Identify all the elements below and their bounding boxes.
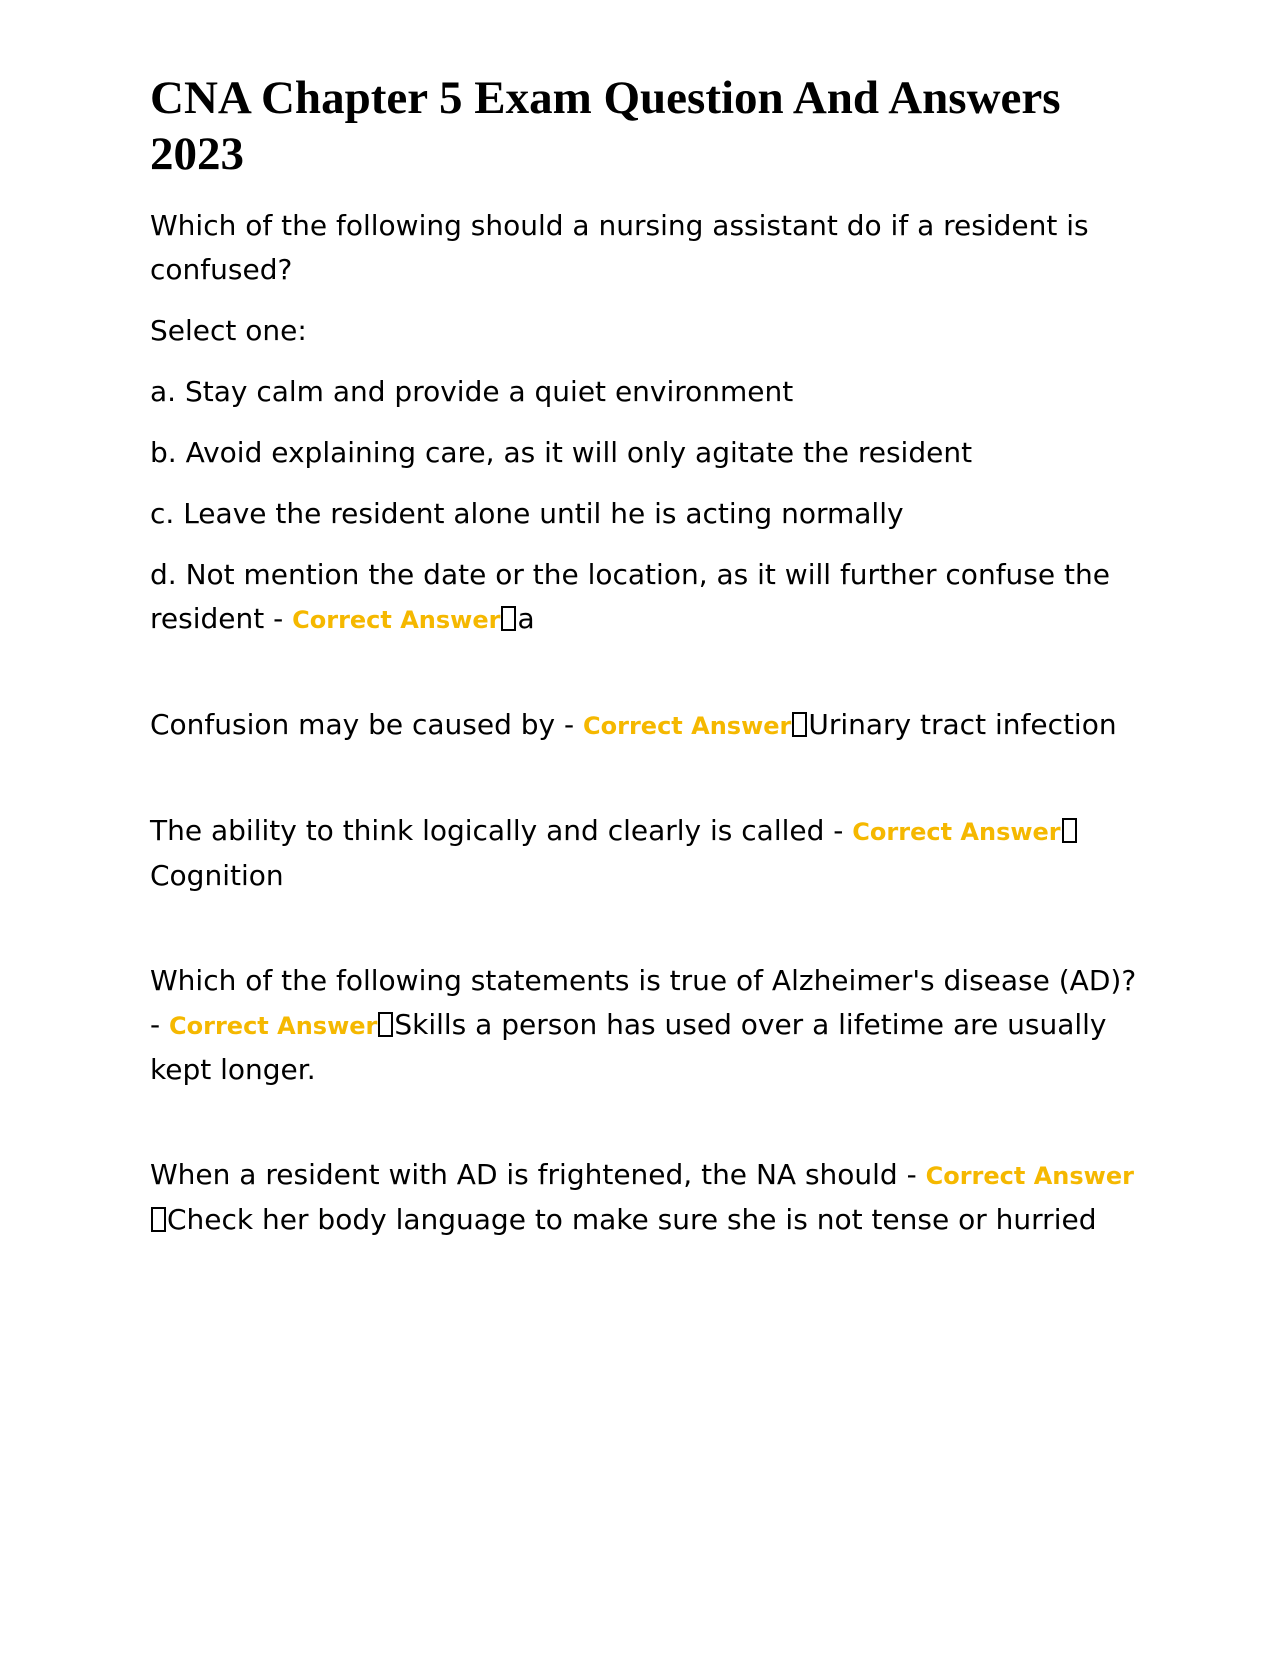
- blank-line: [150, 1109, 1140, 1153]
- q1-option-b: b. Avoid explaining care, as it will only agitate the resident: [150, 436, 973, 469]
- q5-question: When a resident with AD is frightened, the NA should -: [150, 1158, 926, 1191]
- q3-answer: Cognition: [150, 859, 284, 892]
- q4-block: [150, 959, 1140, 1092]
- missing-glyph-icon: [792, 712, 807, 737]
- q1-option-a: a. Stay calm and provide a quiet environment: [150, 375, 794, 408]
- q2-answer: Urinary tract infection: [808, 708, 1117, 741]
- correct-answer-label: Correct Answer: [169, 1012, 378, 1040]
- missing-glyph-icon: [378, 1012, 393, 1037]
- q5-answer: Check her body language to make sure she is not tense or hurried: [167, 1203, 1097, 1236]
- blank-line: [150, 915, 1140, 959]
- document-page: [150, 70, 1140, 1259]
- q1-question: Which of the following should a nursing assistant do if a resident is confused?: [150, 209, 1089, 286]
- blank-line: [150, 659, 1140, 703]
- q1-instruction: Select one:: [150, 314, 307, 347]
- q4-answer: Skills a person has used over a lifetime are usually kept longer.: [150, 1008, 1107, 1086]
- blank-line: [150, 765, 1140, 809]
- correct-answer-label: Correct Answer: [292, 606, 501, 634]
- q3-question: The ability to think logically and clearly is called -: [150, 814, 853, 847]
- correct-answer-label: Correct Answer: [852, 818, 1061, 846]
- q1-option-c: c. Leave the resident alone until he is acting normally: [150, 497, 904, 530]
- correct-answer-label: Correct Answer: [925, 1162, 1134, 1190]
- q1-option-d: d. Not mention the date or the location, as it will further confuse the resident -: [150, 558, 1110, 635]
- q1-answer: a: [517, 602, 535, 635]
- q1-option-d-with-answer: [150, 553, 1140, 642]
- missing-glyph-icon: [501, 606, 516, 631]
- q2-question: Confusion may be caused by -: [150, 708, 584, 741]
- q5-block: [150, 1153, 1140, 1242]
- document-title: CNA Chapter 5 Exam Question And Answers 2023: [150, 72, 1061, 180]
- missing-glyph-icon: [151, 1207, 166, 1232]
- q2-block: [150, 703, 1140, 748]
- correct-answer-label: Correct Answer: [583, 712, 792, 740]
- missing-glyph-icon: [1062, 818, 1077, 843]
- q4-question: Which of the following statements is true of Alzheimer's disease (AD)? -: [150, 964, 1137, 1041]
- q3-block: [150, 809, 1140, 898]
